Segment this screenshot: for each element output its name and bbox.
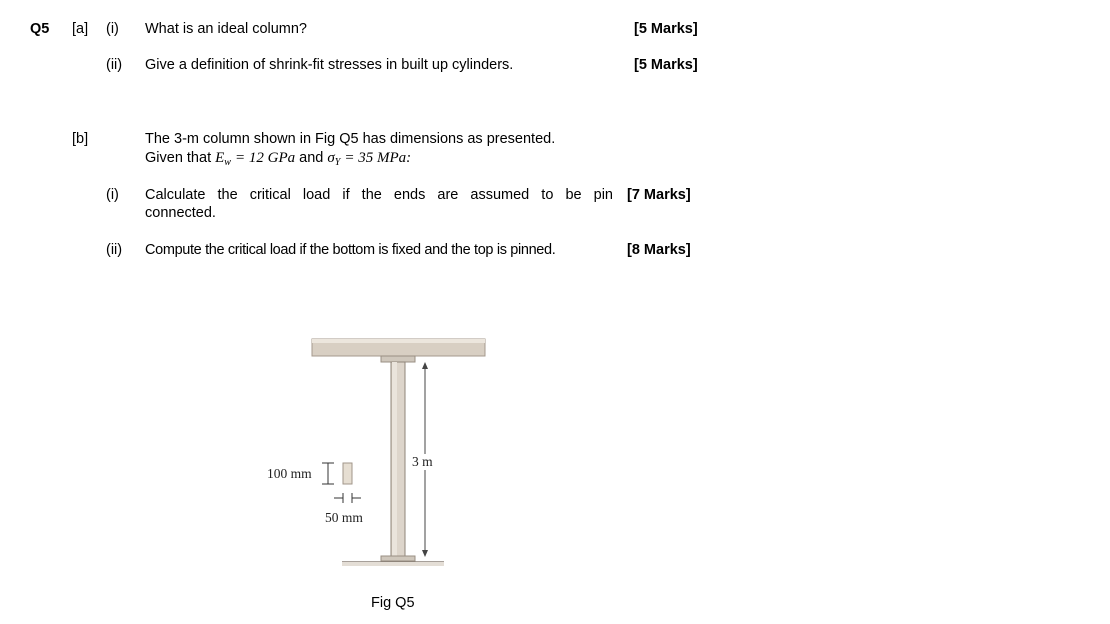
cross-section (343, 463, 352, 484)
part-a-item-2-text: Give a definition of shrink-fit stresses in built up cylinders. (145, 57, 514, 73)
part-a-label: [a] (72, 21, 89, 37)
column-highlight (392, 362, 397, 556)
ground-hatch (342, 562, 444, 566)
part-a-item-2-number: (ii) (106, 57, 123, 73)
figure-caption: Fig Q5 (371, 595, 415, 611)
part-b-item-2-marks: [8 Marks] (627, 242, 691, 258)
depth-label: 100 mm (267, 466, 312, 481)
part-b-item-1-text-line1: Calculate the critical load if the ends are assumed to be pin (145, 187, 613, 203)
part-a-item-1-marks: [5 Marks] (634, 21, 698, 37)
part-b-item-2-text: Compute the critical load if the bottom is fixed and the top is pinned. (145, 242, 556, 258)
yield-stress-symbol: $\sigma_Y$ (327, 150, 341, 168)
given-prefix: Given that (145, 150, 212, 166)
part-b-item-1-text-line2: connected. (145, 205, 216, 221)
part-b-item-1-number: (i) (106, 187, 119, 203)
part-a-item-1-text: What is an ideal column? (145, 21, 307, 37)
height-arrow-bottom (422, 550, 428, 557)
width-label: 50 mm (325, 510, 363, 525)
part-b-intro: The 3-m column shown in Fig Q5 has dimensions as presented. (145, 131, 556, 147)
part-b-item-1-marks: [7 Marks] (627, 187, 691, 203)
elastic-modulus-symbol: $E_w$ (215, 150, 231, 168)
bottom-plate (381, 556, 415, 561)
elastic-modulus-value: = 12 GPa (235, 150, 296, 166)
part-b-item-2-number: (ii) (106, 242, 123, 258)
given-and: and (299, 150, 324, 166)
top-pin-plate (381, 356, 415, 362)
question-number: Q5 (30, 21, 50, 37)
top-beam-highlight (312, 339, 485, 343)
height-arrow-top (422, 362, 428, 369)
part-a-item-1-number: (i) (106, 21, 119, 37)
part-b-label: [b] (72, 131, 89, 147)
yield-stress-value: = 35 MPa: (344, 150, 412, 166)
height-label: 3 m (412, 454, 433, 469)
part-a-item-2-marks: [5 Marks] (634, 57, 698, 73)
